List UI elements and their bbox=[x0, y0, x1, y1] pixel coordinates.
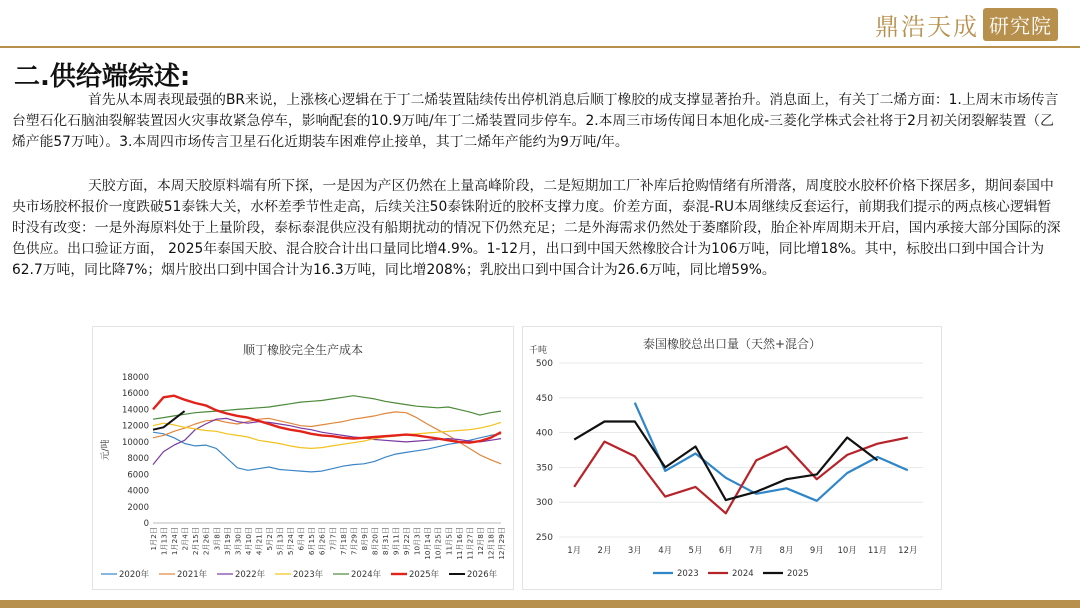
x-tick-label: 10月3日 bbox=[412, 527, 422, 556]
paragraph-natural-rubber-text: 天胶方面，本周天胶原料端有所下探，一是因为产区仍然在上量高峰阶段，二是短期加工厂补库后抢购情绪有所滑落，周度胶水胶杯价格下探居多，期间泰国中央市场胶杯报价一度跌破51泰铢大关，水杯差季节性走高，后续关注50泰铢附近的胶杯支撑力度。价差方面，泰混-RU本周继续反套运行，前期我们提示的两点核心逻辑暂时没有改变：一是外海原料处于上量阶段，泰标泰混供应没有船期扰动的情况下仍然充足；二是外海需求仍然处于萎靡阶段，胎企补库周期未开启，国内承接大部分国际的深色供应。出口验证方面， 2025年泰国天胶、混合胶合计出口量同比增4.9%。1-12月，出口到中国天然橡胶合计为106万吨，同比增18%。其中，标胶出口到中国合计为62.7万吨，同比降7%；烟片胶出口到中国合计为16.3万吨，同比增208%；乳胶出口到中国合计为26.6万吨，同比增59%。 bbox=[12, 178, 1061, 278]
series-line-2024年 bbox=[153, 396, 501, 420]
x-tick-label: 5月24日 bbox=[286, 527, 296, 556]
y-tick-label: 14000 bbox=[121, 405, 149, 416]
legend-label: 2021年 bbox=[177, 570, 208, 580]
x-tick-label: 6月 bbox=[718, 546, 733, 556]
y-axis-label: 千吨 bbox=[529, 346, 548, 356]
section-title: 二.供给端综述: bbox=[14, 62, 191, 92]
y-tick-label: 8000 bbox=[127, 454, 149, 465]
y-tick-label: 0 bbox=[143, 519, 149, 529]
y-tick-label: 300 bbox=[535, 498, 553, 509]
legend-label: 2024年 bbox=[351, 570, 382, 580]
legend-label: 2024 bbox=[732, 569, 754, 579]
x-tick-label: 6月4日 bbox=[296, 527, 306, 551]
x-tick-label: 4月21日 bbox=[254, 527, 264, 556]
x-tick-label: 9月11日 bbox=[391, 527, 401, 556]
logo-text: 鼎浩天成 bbox=[875, 12, 979, 41]
y-tick-label: 12000 bbox=[121, 421, 149, 432]
paragraph-natural-rubber bbox=[12, 176, 1064, 281]
y-tick-label: 500 bbox=[535, 359, 553, 369]
legend-label: 2025 bbox=[787, 569, 809, 579]
y-tick-label: 350 bbox=[535, 463, 553, 474]
x-tick-label: 4月10日 bbox=[243, 527, 253, 556]
x-tick-label: 8月31日 bbox=[381, 527, 390, 556]
paragraph-br bbox=[12, 90, 1064, 153]
series-line-2026年 bbox=[153, 411, 185, 430]
footer-bar bbox=[0, 600, 1080, 608]
x-tick-label: 7月7日 bbox=[328, 527, 338, 551]
y-tick-label: 250 bbox=[535, 533, 553, 543]
chart-thai-export-plot bbox=[523, 327, 941, 589]
y-tick-label: 6000 bbox=[127, 470, 149, 481]
legend-label: 2026年 bbox=[467, 570, 498, 580]
chart-title: 顺丁橡胶完全生产成本 bbox=[242, 343, 363, 357]
chart-br-cost-plot bbox=[93, 327, 513, 589]
x-tick-label: 5月 bbox=[688, 546, 703, 556]
brand-logo bbox=[875, 6, 1058, 42]
legend-label: 2023年 bbox=[293, 570, 324, 580]
x-tick-label: 5月13日 bbox=[275, 527, 285, 556]
header-divider bbox=[0, 46, 1080, 48]
y-tick-label: 16000 bbox=[121, 389, 149, 400]
x-tick-label: 10月14日 bbox=[423, 527, 433, 560]
legend-label: 2020年 bbox=[119, 570, 150, 580]
x-tick-label: 7月 bbox=[749, 546, 764, 556]
x-tick-label: 1月24日 bbox=[170, 527, 180, 556]
x-tick-label: 4月 bbox=[658, 546, 673, 556]
legend-label: 2023 bbox=[677, 569, 699, 579]
x-tick-label: 12月8日 bbox=[475, 527, 485, 556]
x-tick-label: 12月 bbox=[898, 546, 918, 556]
y-tick-label: 4000 bbox=[127, 486, 149, 497]
x-tick-label: 8月20日 bbox=[370, 527, 380, 556]
x-tick-label: 12月18日 bbox=[486, 527, 496, 560]
x-tick-label: 3月 bbox=[627, 546, 642, 556]
x-tick-label: 5月2日 bbox=[265, 527, 274, 551]
legend-label: 2022年 bbox=[235, 570, 266, 580]
x-tick-label: 11月5日 bbox=[444, 527, 454, 556]
chart-title: 泰国橡胶总出口量（天然+混合） bbox=[642, 337, 822, 351]
logo-badge: 研究院 bbox=[983, 8, 1058, 41]
x-tick-label: 6月15日 bbox=[307, 527, 317, 556]
y-tick-label: 2000 bbox=[127, 502, 149, 513]
legend-label: 2025年 bbox=[409, 570, 440, 580]
y-tick-label: 18000 bbox=[121, 373, 149, 383]
x-tick-label: 11月27日 bbox=[465, 527, 475, 560]
x-tick-label: 1月13日 bbox=[159, 527, 169, 556]
series-line-2021年 bbox=[153, 412, 501, 464]
x-tick-label: 6月26日 bbox=[317, 527, 327, 556]
x-tick-label: 9月22日 bbox=[402, 527, 412, 556]
x-tick-label: 2月 bbox=[597, 546, 612, 556]
x-tick-label: 7月29日 bbox=[349, 527, 359, 556]
paragraph-br-text: 首先从本周表现最强的BR来说，上涨核心逻辑在于丁二烯装置陆续传出停机消息后顺丁橡胶的成支撑显著抬升。消息面上，有关丁二烯方面：1.上周末市场传言台塑石化石脑油裂解装置因火灾事故紧急停车，影响配套的10.9万吨/年丁二烯装置同步停车。2.本周三市场传闻日本旭化成-三菱化学株式会社将于2月初关闭裂解装置（乙烯产能57万吨）。3.本周四市场传言卫星石化近期装车困难停止接单，其丁二烯年产能约为9万吨/年。 bbox=[12, 92, 1059, 150]
x-tick-label: 3月8日 bbox=[212, 527, 222, 551]
x-tick-label: 1月2日 bbox=[149, 527, 158, 551]
x-tick-label: 11月16日 bbox=[454, 527, 464, 560]
x-tick-label: 2月26日 bbox=[201, 527, 211, 556]
x-tick-label: 2月4日 bbox=[180, 527, 190, 551]
x-tick-label: 12月29日 bbox=[497, 527, 506, 560]
x-tick-label: 2月15日 bbox=[191, 527, 201, 556]
x-tick-label: 3月30日 bbox=[233, 527, 243, 556]
x-tick-label: 1月 bbox=[567, 546, 582, 556]
x-tick-label: 7月18日 bbox=[338, 527, 348, 556]
x-tick-label: 10月 bbox=[837, 546, 857, 556]
y-tick-label: 400 bbox=[535, 428, 553, 439]
chart-thai-export bbox=[522, 326, 942, 590]
x-tick-label: 11月 bbox=[867, 546, 888, 556]
chart-br-cost bbox=[92, 326, 514, 590]
y-tick-label: 10000 bbox=[121, 437, 149, 448]
x-tick-label: 8月 bbox=[779, 546, 794, 556]
x-tick-label: 9月 bbox=[809, 546, 824, 556]
x-tick-label: 3月19日 bbox=[222, 527, 232, 556]
x-tick-label: 8月9日 bbox=[359, 527, 369, 551]
x-tick-label: 10月25日 bbox=[433, 527, 443, 560]
y-axis-label: 元/吨 bbox=[101, 439, 111, 461]
y-tick-label: 450 bbox=[535, 393, 553, 404]
